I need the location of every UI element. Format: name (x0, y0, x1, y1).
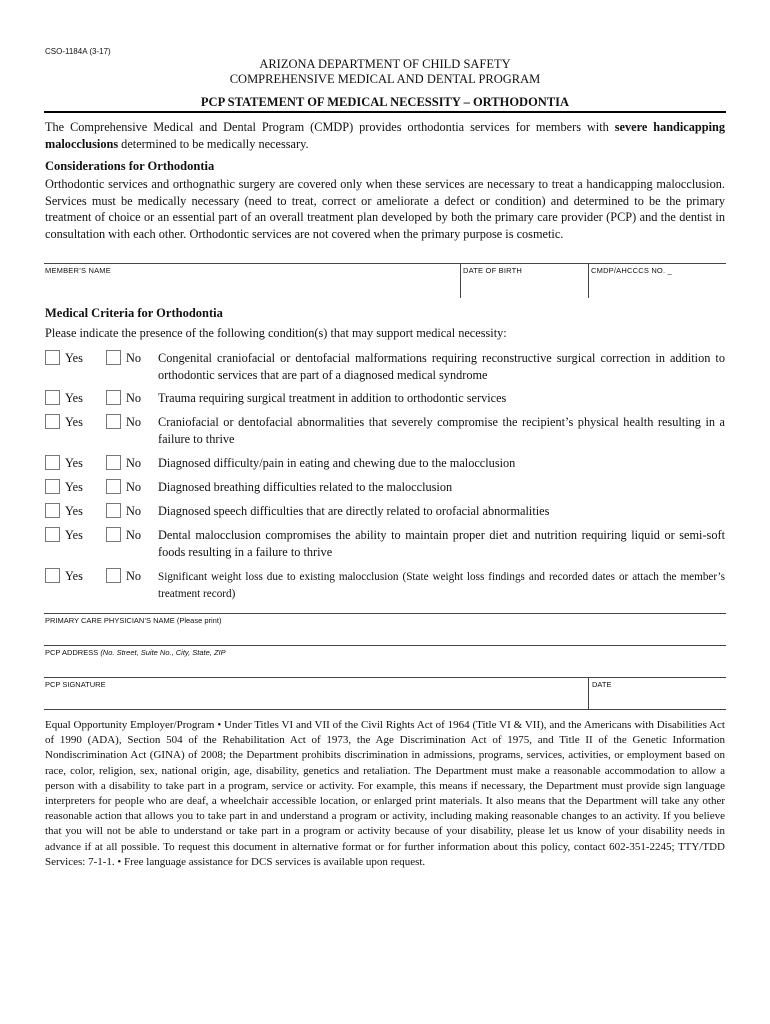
no-checkbox[interactable] (106, 390, 121, 405)
criteria-item: Diagnosed breathing difficulties related to the malocclusion (158, 480, 453, 494)
no-label: No (126, 569, 142, 583)
member-name-field[interactable] (44, 274, 460, 296)
intro-text-end: determined to be medically necessary. (118, 136, 309, 151)
yes-label: Yes (65, 504, 83, 518)
yes-checkbox[interactable] (45, 414, 60, 429)
no-checkbox[interactable] (106, 455, 121, 470)
field-rule (44, 645, 726, 646)
yes-checkbox[interactable] (45, 503, 60, 518)
pcp-name-field[interactable] (44, 625, 726, 645)
pcp-signature-label: PCP SIGNATURE (45, 680, 106, 689)
yes-checkbox[interactable] (45, 455, 60, 470)
yes-checkbox[interactable] (45, 527, 60, 542)
date-of-birth-label: DATE OF BIRTH (463, 266, 522, 275)
criteria-item: Diagnosed speech difficulties that are directly related to orofacial abnormalities (158, 504, 550, 518)
no-label: No (126, 528, 142, 542)
no-checkbox[interactable] (106, 527, 121, 542)
criteria-item: Trauma requiring surgical treatment in addition to orthodontic services (158, 391, 507, 405)
yes-label: Yes (65, 480, 83, 494)
field-divider (588, 677, 589, 709)
date-label: DATE (592, 680, 612, 689)
member-id-field[interactable] (589, 274, 725, 296)
field-rule (44, 677, 726, 678)
no-checkbox[interactable] (106, 350, 121, 365)
no-checkbox[interactable] (106, 568, 121, 583)
pcp-address-label (45, 648, 226, 657)
yes-checkbox[interactable] (45, 568, 60, 583)
program-name: COMPREHENSIVE MEDICAL AND DENTAL PROGRAM (229, 72, 541, 86)
yes-checkbox[interactable] (45, 479, 60, 494)
pcp-address-field[interactable] (44, 657, 726, 677)
criteria-heading: Medical Criteria for Orthodontia (45, 306, 223, 320)
form-code: CSO-1184A (3-17) (45, 47, 111, 56)
no-label: No (126, 504, 142, 518)
criteria-item: Dental malocclusion compromises the ability to maintain proper diet and nutrition requiring liquid or semi-soft foods resulting in a failure to thrive (158, 528, 725, 559)
yes-label: Yes (65, 351, 83, 365)
no-label: No (126, 415, 142, 429)
form-title: PCP STATEMENT OF MEDICAL NECESSITY – ORTHODONTIA (200, 95, 570, 109)
yes-label: Yes (65, 415, 83, 429)
yes-checkbox[interactable] (45, 390, 60, 405)
intro-paragraph (45, 119, 725, 152)
date-field[interactable] (590, 689, 726, 708)
member-info-row (44, 263, 726, 298)
pcp-address-label-main: PCP ADDRESS (45, 648, 101, 657)
criteria-list (0, 350, 770, 610)
pcp-signature-field[interactable] (44, 689, 588, 708)
field-rule (44, 613, 726, 614)
yes-label: Yes (65, 569, 83, 583)
intro-bold-text: severe handicapping malocclusions (45, 120, 725, 151)
criteria-item: Congenital craniofacial or dentofacial malformations requiring reconstructive surgical correction in addition to orthodontic services that are part of a diagnosed medical syndrome (158, 351, 725, 382)
member-id-label: CMDP/AHCCCS NO. _ (591, 266, 672, 275)
criteria-item: Craniofacial or dentofacial abnormalities that severely compromise the recipient’s physical health resulting in a failure to thrive (158, 415, 725, 446)
no-label: No (126, 456, 142, 470)
no-checkbox[interactable] (106, 414, 121, 429)
no-label: No (126, 391, 142, 405)
intro-text: The Comprehensive Medical and Dental Program (CMDP) provides orthodontia services for members with (45, 120, 615, 134)
equal-opportunity-notice: Equal Opportunity Employer/Program • Under Titles VI and VII of the Civil Rights Act of 1964 (Title VI & VII), and the Americans with Disabilities Act of 1990 (ADA), Section 504 of the Rehabilitation Act of 1973, the Age Discrimination Act of 1975, and Title II of the Genetic Information Nondiscrimination Act (GINA) of 2008; the Department prohibits discrimination in admissions, programs, services, activities, or employment based on race, color, religion, sex, national origin, age, disability, genetics and retaliation. The Department must make a reasonable accommodation to allow a person with a disability to take part in a program, service or activity. For example, this means if necessary, the Department must provide sign language interpreters for people who are deaf, a wheelchair accessible location, or enlarged print materials. It also means that the Department will take any other reasonable action that allows you to take part in and understand a program or activity, including making reasonable changes to an activity. If you believe that you will not be able to understand or take part in a program or activity because of your disability, please let us know of your disability needs in advance if at all possible. To request this document in alternative format or for further information about this policy, contact 602-351-2245; TTY/TDD Services: 7-1-1. • Free language assistance for DCS services is available upon request. (45, 719, 725, 868)
no-checkbox[interactable] (106, 503, 121, 518)
yes-label: Yes (65, 391, 83, 405)
criteria-item: Significant weight loss due to existing malocclusion (State weight loss findings and recorded dates or attach the member’s treatment record) (158, 571, 725, 600)
yes-checkbox[interactable] (45, 350, 60, 365)
no-label: No (126, 480, 142, 494)
agency-name: ARIZONA DEPARTMENT OF CHILD SAFETY (259, 57, 511, 71)
no-checkbox[interactable] (106, 479, 121, 494)
criteria-item: Diagnosed difficulty/pain in eating and chewing due to the malocclusion (158, 456, 516, 470)
member-name-label: MEMBER’S NAME (45, 266, 111, 275)
considerations-heading: Considerations for Orthodontia (45, 159, 215, 173)
pcp-address-label-hint: (No. Street, Suite No., City, State, ZIP (100, 648, 226, 657)
title-divider (44, 111, 726, 113)
pcp-name-label: PRIMARY CARE PHYSICIAN’S NAME (Please print) (45, 616, 222, 625)
yes-label: Yes (65, 528, 83, 542)
field-rule (44, 709, 726, 710)
yes-label: Yes (65, 456, 83, 470)
considerations-body: Orthodontic services and orthognathic surgery are covered only when these services are necessary to treat a handicapping malocclusion. Services must be medically necessary (need to treat, correct or ameliorate a defect or condition) and determined to be the primary treatment of choice or an essential part of an overall treatment plan developed by both the primary care provider (PCP) and the dentist in consultation with each other. Orthodontic services are not covered when the primary purpose is cosmetic. (45, 177, 725, 241)
no-label: No (126, 351, 142, 365)
date-of-birth-field[interactable] (461, 274, 587, 296)
criteria-instructions: Please indicate the presence of the following condition(s) that may support medical necessity: (45, 326, 507, 340)
